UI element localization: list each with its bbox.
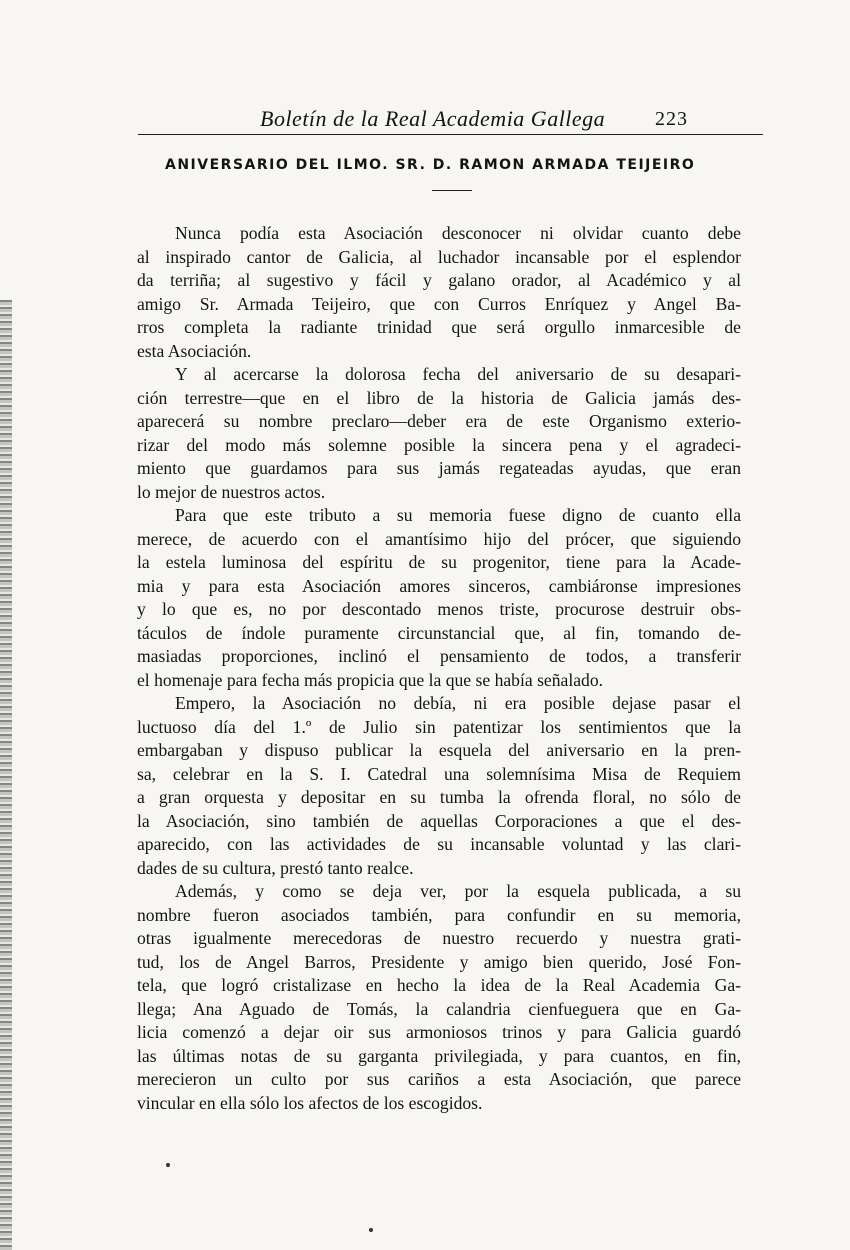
- print-speck: [369, 1228, 373, 1232]
- text-line: esta Asociación.: [137, 340, 252, 361]
- text-line: las últimas notas de su garganta privilegiada, y para cuantos, en fin,: [137, 1045, 741, 1066]
- text-line: luctuoso día del 1.º de Julio sin patentizar los sentimientos que la: [137, 716, 741, 737]
- body-paragraph: [137, 692, 741, 880]
- print-speck: [166, 1163, 170, 1167]
- text-line: masiadas proporciones, inclinó el pensamiento de todos, a transferir: [137, 646, 741, 666]
- journal-title: Boletín de la Real Academia Gallega: [260, 106, 606, 131]
- text-line: rizar del modo más solemne posible la sincera pena y el agradeci-: [137, 434, 741, 455]
- text-line: la estela luminosa del espíritu de su progenitor, tiene para la Acade-: [137, 552, 741, 572]
- text-line: Además, y como se deja ver, por la esquela publicada, a su: [175, 881, 741, 901]
- text-line: nombre fueron asociados también, para confundir en su memoria,: [137, 904, 741, 925]
- text-line: sa, celebrar en la S. I. Catedral una solemnísima Misa de Requiem: [137, 763, 741, 784]
- text-line: embargaban y dispuso publicar la esquela del aniversario en la pren-: [137, 740, 741, 760]
- text-line: mia y para esta Asociación amores sinceros, cambiáronse impresiones: [137, 575, 741, 596]
- text-line: Empero, la Asociación no debía, ni era posible dejase pasar el: [175, 693, 741, 713]
- text-line: licia comenzó a dejar oir sus armoniosos trinos y para Galicia guardó: [137, 1022, 741, 1042]
- article-title: ANIVERSARIO DEL ILMO. SR. D. RAMON ARMADA TEIJEIRO: [165, 157, 696, 173]
- article-body: [137, 222, 741, 1115]
- body-paragraph: [137, 222, 741, 363]
- page-binding-edge: [0, 300, 12, 1250]
- text-line: llega; Ana Aguado de Tomás, la calandria cienfueguera que en Ga-: [137, 998, 741, 1019]
- text-line: da terriña; al sugestivo y fácil y galano orador, al Académico y al: [137, 270, 741, 290]
- text-line: ción terrestre—que en el libro de la historia de Galicia jamás des-: [137, 387, 741, 408]
- text-line: y lo que es, no por descontado menos triste, procurose destruir obs-: [137, 599, 741, 619]
- text-line: amigo Sr. Armada Teijeiro, que con Curros Enríquez y Angel Ba-: [137, 293, 741, 314]
- text-line: al inspirado cantor de Galicia, al luchador incansable por el esplendor: [137, 246, 741, 267]
- title-divider: [432, 190, 472, 191]
- text-line: aparecido, con las actividades de su incansable voluntad y las clari-: [137, 834, 741, 854]
- text-line: merecieron un culto por sus cariños a esta Asociación, que parece: [137, 1069, 741, 1089]
- text-line: Para que este tributo a su memoria fuese digno de cuanto ella: [175, 505, 741, 525]
- text-line: el homenaje para fecha más propicia que la que se había señalado.: [137, 669, 604, 690]
- body-paragraph: [137, 880, 741, 1115]
- text-line: otras igualmente merecedoras de nuestro recuerdo y nuestra grati-: [137, 928, 741, 948]
- text-line: tela, que logró cristalizase en hecho la idea de la Real Academia Ga-: [137, 975, 741, 995]
- text-line: merece, de acuerdo con el amantísimo hijo del prócer, que siguiendo: [137, 528, 741, 549]
- body-paragraph: [137, 363, 741, 504]
- text-line: a gran orquesta y depositar en su tumba la ofrenda floral, no sólo de: [137, 787, 741, 807]
- text-line: aparecerá su nombre preclaro—deber era de este Organismo exterio-: [137, 411, 741, 431]
- text-line: tud, los de Angel Barros, Presidente y amigo bien querido, José Fon-: [137, 951, 741, 972]
- text-line: dades de su cultura, prestó tanto realce.: [137, 857, 414, 878]
- text-line: Y al acercarse la dolorosa fecha del aniversario de su desapari-: [175, 364, 741, 384]
- page-number: 223: [655, 108, 688, 130]
- body-paragraph: [137, 504, 741, 692]
- text-line: táculos de índole puramente circunstancial que, al fin, tomando de-: [137, 622, 741, 643]
- text-line: Nunca podía esta Asociación desconocer ni olvidar cuanto debe: [175, 223, 741, 243]
- text-line: la Asociación, sino también de aquellas Corporaciones a que el des-: [137, 810, 741, 831]
- text-line: miento que guardamos para sus jamás regateadas ayudas, que eran: [137, 458, 741, 478]
- text-line: rros completa la radiante trinidad que será orgullo inmarcesible de: [137, 317, 741, 337]
- text-line: vincular en ella sólo los afectos de los escogidos.: [137, 1092, 483, 1113]
- text-line: lo mejor de nuestros actos.: [137, 481, 326, 502]
- running-header: [138, 104, 763, 135]
